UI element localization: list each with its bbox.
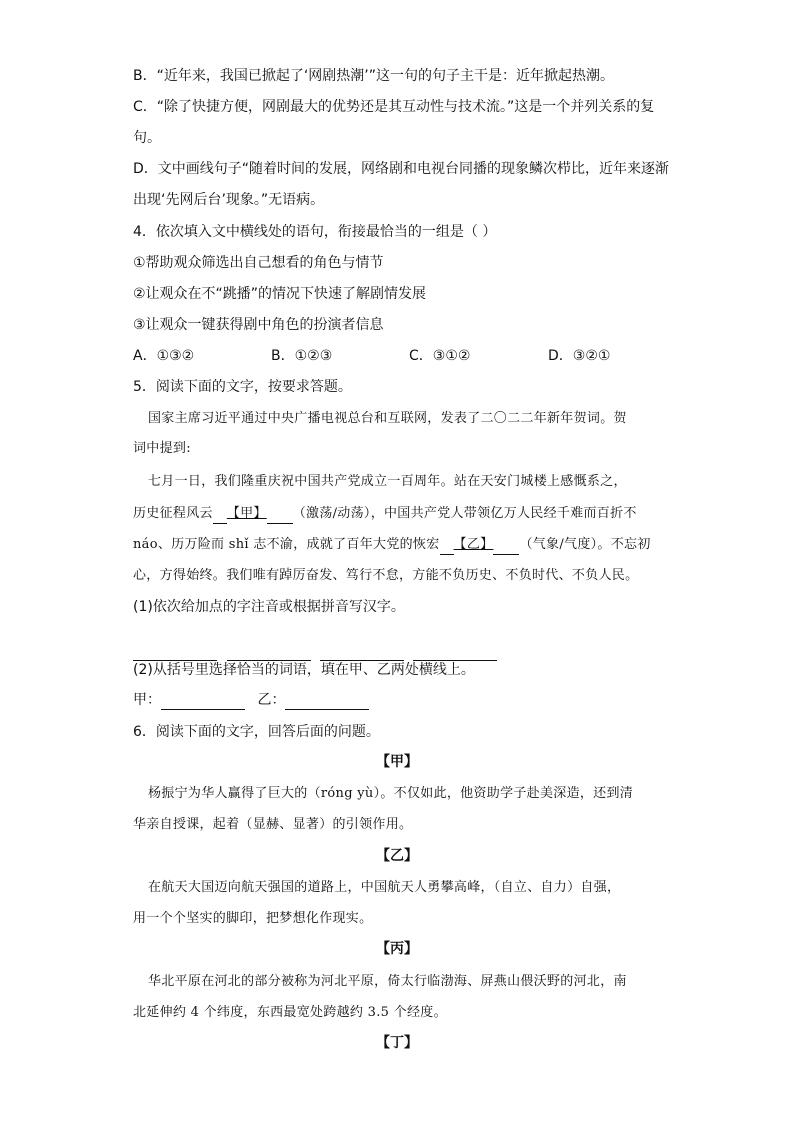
q5-blank-jia-right xyxy=(267,507,293,524)
q6-heading-yi: 【乙】 xyxy=(376,848,418,864)
q5-passage-line3 xyxy=(133,535,651,555)
q5-blank-yi-right xyxy=(493,538,519,555)
q5-passage-text: （激荡/动荡），中国共产党人带领亿万人民经千难而百折不 xyxy=(292,506,637,521)
q5-passage-intro-line1: 国家主席习近平通过中央广播电视总台和互联网，发表了二〇二二年新年贺词。贺 xyxy=(148,411,627,426)
q3-option-b: B．“近年来，我国已掀起了‘网剧热潮’”这一句的句子主干是：近年掀起热潮。 xyxy=(133,68,615,84)
q5-sub-question-2: (2)从括号里选择恰当的词语，填在甲、乙两处横线上。 xyxy=(133,662,475,678)
q6-jia-line1: 杨振宁为华人赢得了巨大的（róng yù）。不仅如此，他资助学子赴美深造，还到清 xyxy=(148,786,634,801)
q4-stem: 4．依次填入文中横线处的语句，衔接最恰当的一组是（ ） xyxy=(133,224,497,240)
jia-label: 甲： xyxy=(133,692,161,708)
jia-answer-blank[interactable] xyxy=(161,693,245,710)
q6-bing-line2: 北延伸约 4 个纬度，东西最宽处跨越约 3.5 个经度。 xyxy=(133,1005,447,1020)
yi-answer-blank[interactable] xyxy=(285,693,369,710)
q5-blank-yi-marker: 【乙】 xyxy=(453,537,494,552)
q4-option-a[interactable]: A．①③② xyxy=(133,348,195,364)
q5-blank-jia-left xyxy=(213,507,227,524)
q4-sentence-3: ③让观众一键获得剧中角色的扮演者信息 xyxy=(133,317,384,333)
q5-blank-jia-marker: 【甲】 xyxy=(226,506,267,521)
q5-passage-text: 历史征程风云 xyxy=(133,506,213,521)
q5-passage-intro-line2: 词中提到: xyxy=(133,441,191,456)
q4-option-d[interactable]: D．③②① xyxy=(548,348,611,364)
q6-yi-line1: 在航天大国迈向航天强国的道路上，中国航天人勇攀高峰，（自立、自力）自强， xyxy=(148,880,621,895)
q5-passage-line4: 心，方得始终。我们唯有踔厉奋发、笃行不怠，方能不负历史、不负时代、不负人民。 xyxy=(133,568,639,583)
q5-answer-row xyxy=(133,690,369,710)
q5-answer-blanks xyxy=(133,641,533,661)
yi-label: 乙： xyxy=(257,692,286,708)
q6-stem: 6．阅读下面的文字，回答后面的问题。 xyxy=(133,724,380,740)
q4-options xyxy=(133,346,633,366)
q6-heading-bing: 【丙】 xyxy=(376,941,418,957)
q3-option-c-line1: C．“除了快捷方便，网剧最大的优势还是其互动性与技术流。”这是一个并列关系的复 xyxy=(133,99,655,115)
q5-passage-text: náo、历万险而 shǐ 志不渝，成就了百年大党的恢宏 xyxy=(133,537,440,552)
q4-sentence-1: ①帮助观众筛选出自己想看的角色与情节 xyxy=(133,255,384,271)
q5-passage-line1: 七月一日，我们隆重庆祝中国共产党成立一百周年。站在天安门城楼上感慨系之， xyxy=(148,474,627,489)
q5-passage-line2 xyxy=(133,504,637,524)
q5-stem: 5．阅读下面的文字，按要求答题。 xyxy=(133,379,352,395)
q5-blank-yi-left xyxy=(440,538,454,555)
q3-option-d-line2: 出现‘先网后台’现象。”无语病。 xyxy=(133,192,325,208)
q6-heading-jia: 【甲】 xyxy=(376,754,418,770)
q6-jia-line2: 华亲自授课，起着（显赫、显著）的引领作用。 xyxy=(133,817,413,832)
q6-bing-line1: 华北平原在河北的部分被称为河北平原，倚太行临渤海、屏燕山偎沃野的河北，南 xyxy=(148,974,627,989)
q4-option-b[interactable]: B．①②③ xyxy=(271,348,333,364)
q4-option-c[interactable]: C．③①② xyxy=(409,348,471,364)
q5-sub-question-1: (1)依次给加点的字注音或根据拼音写汉字。 xyxy=(133,599,405,615)
q5-passage-text: （气象/气度）。不忘初 xyxy=(519,537,651,552)
q3-option-d-line1: D．文中画线句子“随着时间的发展，网络剧和电视台同播的现象鳞次栉比，近年来逐渐 xyxy=(133,161,670,177)
q3-option-c-line2: 句。 xyxy=(133,130,161,146)
q4-sentence-2: ②让观众在不“跳播”的情况下快速了解剧情发展 xyxy=(133,286,427,302)
q6-heading-ding: 【丁】 xyxy=(376,1035,418,1051)
q6-yi-line2: 用一个个坚实的脚印，把梦想化作现实。 xyxy=(133,911,373,926)
